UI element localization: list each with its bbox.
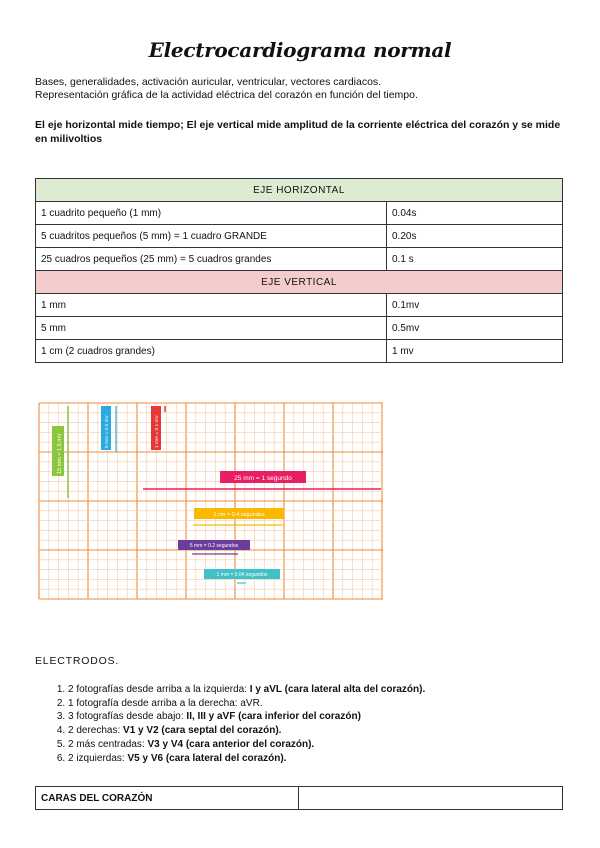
yellow-label: 1 cm = 0.4 segundos [213, 512, 265, 518]
item-bold: II, III y aVF (cara inferior del corazón) [186, 711, 361, 723]
intro-text [35, 76, 418, 102]
row-value: 0.1 s [387, 248, 563, 271]
item-bold: V1 y V2 (cara septal del corazón). [123, 725, 282, 737]
caras-header: CARAS DEL CORAZÓN [36, 787, 299, 810]
item-bold: V3 y V4 (cara anterior del corazón). [147, 738, 315, 750]
row-value: 1 mv [387, 340, 563, 363]
table-row [36, 248, 563, 271]
table-row [36, 294, 563, 317]
table-row [36, 340, 563, 363]
row-label: 1 cm (2 cuadros grandes) [36, 340, 387, 363]
green-label: 15 mm = 1.5 mV [57, 433, 63, 474]
list-item [68, 710, 425, 724]
page-title: Electrocardiograma normal [148, 38, 452, 62]
caras-table [35, 786, 563, 810]
vertical-header-row [36, 271, 563, 294]
intro-line-1: Bases, generalidades, activación auricular, ventricular, vectores cardiacos. [35, 76, 382, 88]
table-row [36, 787, 563, 810]
table-row [36, 225, 563, 248]
axis-note: El eje horizontal mide tiempo; El eje vertical mide amplitud de la corriente eléctrica del corazón y se mide en milivoltios [35, 119, 561, 145]
horizontal-header-row [36, 179, 563, 202]
list-item [68, 752, 425, 766]
list-item [68, 697, 425, 711]
electrodos-list [34, 683, 425, 765]
row-value: 0.1mv [387, 294, 563, 317]
list-item [68, 738, 425, 752]
purple-label: 5 mm = 0.2 segundos [189, 543, 239, 549]
row-label: 25 cuadros pequeños (25 mm) = 5 cuadros grandes [36, 248, 387, 271]
red-label: 1 mm = 0.1 mV [155, 415, 160, 448]
item-text: 2 más centradas: [68, 738, 148, 750]
item-text: 2 derechas: [68, 725, 124, 737]
item-bold: V5 y V6 (cara lateral del corazón). [127, 752, 287, 764]
eje-table [35, 178, 563, 363]
row-label: 1 mm [36, 294, 387, 317]
item-text: 1 fotografía desde arriba a la derecha: aVR. [68, 697, 263, 709]
blue-label: 5 mm = 0.5 mV [105, 415, 110, 448]
item-text: 2 fotografías desde arriba a la izquierda: [68, 684, 250, 695]
list-item [68, 683, 425, 697]
row-label: 5 cuadritos pequeños (5 mm) = 1 cuadro GRANDE [36, 225, 387, 248]
row-value: 0.5mv [387, 317, 563, 340]
table-row [36, 317, 563, 340]
electrodos-title: ELECTRODOS. [35, 655, 120, 667]
item-text: 2 izquierdas: [68, 752, 128, 764]
item-bold: I y aVL (cara lateral alta del corazón). [249, 684, 426, 695]
row-value: 0.20s [387, 225, 563, 248]
item-text: 3 fotografías desde abajo: [68, 711, 187, 723]
ecg-grid-figure [38, 402, 386, 602]
row-label: 5 mm [36, 317, 387, 340]
pink-label: 25 mm = 1 segundo [234, 475, 292, 482]
list-item [68, 724, 425, 738]
table-row [36, 202, 563, 225]
teal-label: 1 mm = 0.04 segundos [216, 572, 268, 578]
vertical-header: EJE VERTICAL [36, 271, 563, 294]
row-label: 1 cuadrito pequeño (1 mm) [36, 202, 387, 225]
horizontal-header: EJE HORIZONTAL [36, 179, 563, 202]
intro-line-2: Representación gráfica de la actividad eléctrica del corazón en función del tiempo. [35, 89, 418, 101]
caras-value [299, 787, 563, 810]
row-value: 0.04s [387, 202, 563, 225]
